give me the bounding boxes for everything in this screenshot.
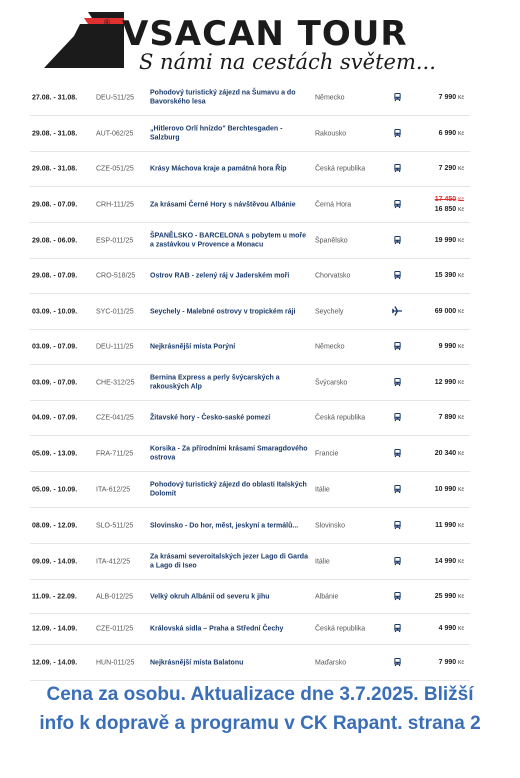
plane-icon <box>392 306 402 318</box>
tour-code: CRO-518/25 <box>96 272 136 280</box>
tour-code: SLO-511/25 <box>96 522 134 529</box>
tour-date: 11.09. - 22.09. <box>32 593 77 600</box>
bus-icon <box>392 448 402 459</box>
tour-row[interactable] <box>30 472 470 508</box>
tour-price-value: 15 390 <box>434 272 457 279</box>
currency-label: Kč <box>458 273 464 279</box>
tour-price <box>435 592 464 602</box>
tour-date: 03.09. - 07.09. <box>32 343 78 351</box>
tour-price <box>439 658 464 668</box>
bus-icon <box>392 235 402 246</box>
tour-date: 27.08. - 31.08. <box>32 94 78 101</box>
tour-row[interactable] <box>30 508 470 544</box>
tour-row[interactable] <box>30 614 470 645</box>
tour-price <box>435 449 464 459</box>
tour-date: 05.09. - 10.09. <box>32 486 78 493</box>
tour-row[interactable] <box>30 330 470 365</box>
tour-country: Česká republika <box>315 165 366 173</box>
tour-date: 05.09. - 13.09. <box>32 450 78 457</box>
tour-country: Maďarsko <box>315 659 347 666</box>
bus-icon <box>392 520 402 531</box>
tour-price-value: 11 990 <box>435 521 457 529</box>
tour-title-link[interactable]: Bernina Express a perly švýcarských a rakouských Alp <box>150 374 280 391</box>
tour-title-link[interactable]: Pohodový turistický zájezd na Šumavu a do Bavorského lesa <box>150 89 296 106</box>
tour-country: Švýcarsko <box>315 379 348 386</box>
tour-row[interactable] <box>30 401 470 436</box>
tour-row[interactable] <box>30 294 470 330</box>
tour-price <box>435 557 464 567</box>
tour-price <box>435 307 464 317</box>
bus-icon <box>392 271 402 282</box>
tour-title-link[interactable]: Nejkrásnější místa Porýní <box>150 343 236 351</box>
tour-price <box>439 129 464 139</box>
tour-code: CZE-051/25 <box>96 165 134 173</box>
tour-price <box>439 93 464 103</box>
currency-label: Kč <box>458 379 464 386</box>
tour-date: 03.09. - 10.09. <box>32 308 78 315</box>
bus-icon <box>392 377 402 388</box>
tour-price <box>435 485 464 495</box>
tour-code: CZE-011/25 <box>96 625 134 633</box>
tour-country: Itálie <box>315 558 330 565</box>
brand-slogan: S námi na cestách světem... <box>139 50 436 74</box>
tour-price-value: 12 990 <box>434 378 457 386</box>
tour-date: 29.08. - 06.09. <box>32 237 78 244</box>
bus-icon <box>392 128 402 139</box>
tour-country: Rakousko <box>315 130 347 137</box>
tour-country: Itálie <box>315 486 330 493</box>
tour-price-value: 16 850 <box>434 205 457 213</box>
currency-label: Kč <box>458 558 464 565</box>
currency-label: Kč <box>458 450 464 457</box>
bus-icon <box>392 164 402 175</box>
currency-label: Kč <box>458 659 464 666</box>
logo-mark-icon <box>44 10 124 72</box>
tour-date: 04.09. - 07.09. <box>32 414 78 422</box>
tour-title-link[interactable]: Ostrov RAB - zelený ráj v Jaderském moři <box>150 272 290 280</box>
tour-price-value: 7 990 <box>438 658 457 666</box>
tour-price <box>435 195 464 215</box>
tour-price-value: 9 990 <box>438 343 457 350</box>
tour-title-link[interactable]: Korsika - Za přírodními krásami Smaragdového ostrova <box>150 445 308 462</box>
tour-country: Česká republika <box>315 625 366 633</box>
currency-label: Kč <box>458 415 464 421</box>
tour-price-value: 7 890 <box>438 414 457 421</box>
tour-title-link[interactable]: Pohodový turistický zájezd do oblasti Italských Dolomit <box>150 481 307 498</box>
tour-row[interactable] <box>30 259 470 294</box>
tour-row[interactable] <box>30 436 470 472</box>
tour-price-value: 20 340 <box>434 449 457 457</box>
currency-label: Kč <box>458 308 464 315</box>
tour-country: Německo <box>315 94 345 101</box>
currency-label: Kč <box>458 593 464 600</box>
currency-label: Kč <box>458 344 464 350</box>
tour-date: 29.08. - 07.09. <box>32 201 78 208</box>
tour-country: Albánie <box>315 593 339 600</box>
tour-code: HUN-011/25 <box>96 659 135 666</box>
tour-date: 12.09. - 14.09. <box>32 625 78 633</box>
tour-country: Francie <box>315 450 339 457</box>
currency-label: Kč <box>458 196 464 203</box>
tour-code: FRA-711/25 <box>96 450 134 457</box>
currency-label: Kč <box>458 237 464 244</box>
tour-price-value: 14 990 <box>434 557 457 565</box>
tour-price <box>435 271 464 281</box>
tour-price-value: 69 000 <box>434 307 457 315</box>
tour-row[interactable] <box>30 580 470 614</box>
tour-title-link[interactable]: Slovinsko - Do hor, měst, jeskyní a termálů... <box>150 521 299 529</box>
tour-date: 09.09. - 14.09. <box>32 558 78 565</box>
currency-label: Kč <box>458 166 464 172</box>
tour-country: Seychely <box>315 308 344 315</box>
tour-row[interactable] <box>30 187 470 223</box>
tour-country: Slovinsko <box>315 522 345 529</box>
tour-code: AUT-062/25 <box>96 130 134 137</box>
currency-label: Kč <box>458 206 464 213</box>
tour-price <box>439 624 464 634</box>
tour-date: 12.09. - 14.09. <box>32 659 78 666</box>
tour-code: CRH-111/25 <box>96 201 134 208</box>
tour-title-link[interactable]: Za krásami Černé Hory s návštěvou Albánie <box>150 200 296 208</box>
tour-price <box>439 164 464 174</box>
tour-code: ITA-412/25 <box>96 558 131 565</box>
tour-title-link[interactable]: Krásy Máchova kraje a památná hora Říp <box>150 165 287 173</box>
brand-name: VSACAN TOUR <box>122 14 408 54</box>
tour-country: Chorvatsko <box>315 272 351 280</box>
tour-title-link[interactable]: Za krásami severoitalských jezer Lago di Garda a Lago di Iseo <box>150 553 308 570</box>
bus-icon <box>392 413 402 424</box>
tour-price-value: 19 990 <box>434 236 457 244</box>
tour-code: ALB-012/25 <box>96 593 133 600</box>
tour-row[interactable] <box>30 645 470 681</box>
tour-code: DEU-111/25 <box>96 343 134 351</box>
tour-row[interactable] <box>30 544 470 580</box>
currency-label: Kč <box>458 130 464 137</box>
tour-price-value: 4 990 <box>438 625 457 632</box>
tour-title-link[interactable]: „Hitlerovo Orlí hnízdo" Berchtesgaden - Salzburg <box>150 125 283 142</box>
tour-country: Německo <box>315 343 345 351</box>
tour-price-value: 6 990 <box>438 129 457 137</box>
footer-note-line-1: Cena za osobu. Aktualizace dne 3.7.2025. Bližší <box>46 684 474 705</box>
tour-price-value: 7 990 <box>438 93 457 101</box>
tour-code: SYC-011/25 <box>96 308 134 315</box>
bus-icon <box>392 556 402 567</box>
currency-label: Kč <box>458 94 464 101</box>
tour-code: ESP-011/25 <box>96 237 134 244</box>
tour-code: ITA-612/25 <box>96 486 131 493</box>
tour-title-link[interactable]: Seychely - Malebné ostrovy v tropickém ráji <box>150 307 296 315</box>
tour-title-link[interactable]: Nejkrásnější místa Balatonu <box>150 658 244 666</box>
tour-title-link[interactable]: Královská sídla – Praha a Střední Čechy <box>150 625 284 633</box>
tour-row[interactable] <box>30 116 470 152</box>
tour-date: 29.08. - 07.09. <box>32 272 78 280</box>
tour-price-value: 7 290 <box>438 165 457 172</box>
tour-price-value: 25 990 <box>434 592 457 600</box>
tour-date: 03.09. - 07.09. <box>32 379 78 386</box>
tour-title-link[interactable]: Velký okruh Albánií od severu k jihu <box>150 592 270 600</box>
tour-row[interactable] <box>30 223 470 259</box>
tour-row[interactable] <box>30 80 470 116</box>
tour-row[interactable] <box>30 365 470 401</box>
tour-code: CZE-041/25 <box>96 414 134 422</box>
tour-price <box>435 236 464 246</box>
tour-price <box>439 413 464 423</box>
tour-price <box>435 378 464 388</box>
currency-label: Kč <box>458 486 464 493</box>
tour-date: 29.08. - 31.08. <box>32 130 78 137</box>
tour-code: DEU-511/25 <box>96 94 135 101</box>
registered-mark: ® <box>104 18 110 27</box>
currency-label: Kč <box>458 522 464 529</box>
bus-icon <box>392 92 402 103</box>
bus-icon <box>392 199 402 210</box>
brand-logo <box>44 8 474 76</box>
tour-table <box>30 80 470 681</box>
tour-date: 08.09. - 12.09. <box>32 522 78 529</box>
bus-icon <box>392 591 402 602</box>
tour-old-price: 17 450 Kč <box>434 195 464 203</box>
tour-title-link[interactable]: ŠPANĚLSKO - BARCELONA s pobytem u moře a zastávkou v Provence a Monacu <box>150 232 306 249</box>
tour-price <box>435 521 464 531</box>
currency-label: Kč <box>458 626 464 632</box>
tour-code: CHE-312/25 <box>96 379 135 386</box>
tour-country: Česká republika <box>315 414 366 422</box>
footer-note-line-2: info k dopravě a programu v CK Rapant. strana 2 <box>39 713 481 734</box>
tour-row[interactable] <box>30 152 470 187</box>
tour-title-link[interactable]: Žitavské hory - Česko-saské pomezí <box>150 414 271 422</box>
tour-price-value: 10 990 <box>434 485 457 493</box>
bus-icon <box>392 484 402 495</box>
tour-country: Španělsko <box>315 237 348 244</box>
tour-date: 29.08. - 31.08. <box>32 165 78 173</box>
bus-icon <box>392 624 402 635</box>
bus-icon <box>392 657 402 668</box>
tour-price <box>439 342 464 352</box>
bus-icon <box>392 342 402 353</box>
tour-country: Černá Hora <box>315 201 352 208</box>
